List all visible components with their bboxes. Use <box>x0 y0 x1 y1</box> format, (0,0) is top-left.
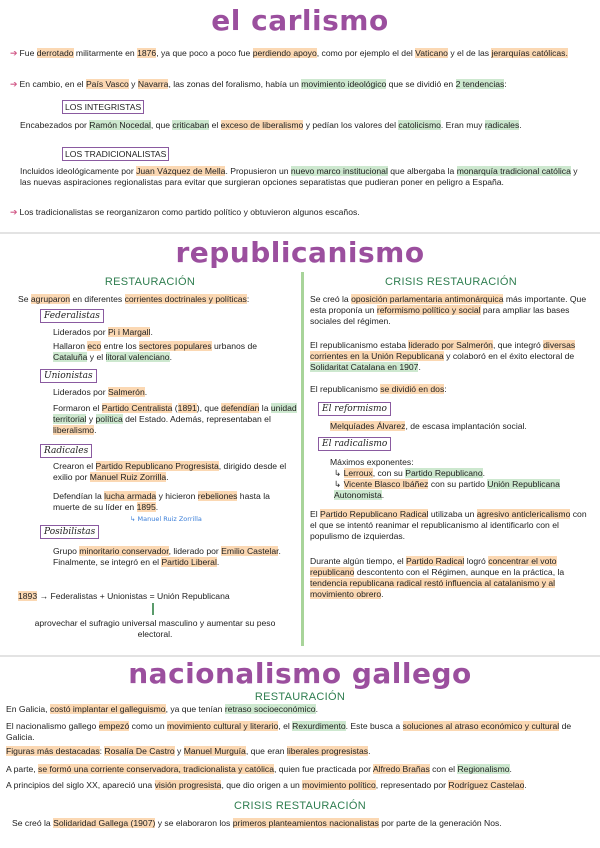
text-segment: , las zonas del foralismo, había un <box>168 79 302 89</box>
text-segment: y <box>86 414 96 424</box>
text-segment: : <box>444 384 447 394</box>
text-segment: . <box>368 746 371 756</box>
text-segment: y <box>128 79 138 89</box>
highlighted-text: Regionalismo <box>457 764 510 774</box>
highlighted-text: monarquía tradicional católica <box>456 166 571 176</box>
text-segment: . <box>524 780 527 790</box>
text-segment: del Estado. Además, representaban el <box>122 414 271 424</box>
highlighted-text: Rosalía De Castro <box>104 746 175 756</box>
pink-arrow-icon: ➔ <box>10 207 18 217</box>
text-segment: En cambio, en el <box>19 79 86 89</box>
text-segment: . <box>144 387 148 397</box>
text-segment: . <box>418 362 421 372</box>
label-radicales: Radicales <box>40 444 92 458</box>
crisis-5 <box>310 556 592 600</box>
text-segment: ↳ <box>334 479 344 489</box>
highlighted-text: nuevo marco institucional <box>290 166 388 176</box>
federalistas-1 <box>53 327 293 338</box>
text-segment: y se elaboraron los <box>155 818 233 828</box>
text-segment: El <box>310 509 321 519</box>
text-segment: ), que <box>196 403 222 413</box>
text-segment: . Este busca a <box>345 721 403 731</box>
text-segment: El republicanismo estaba <box>310 340 409 350</box>
highlighted-text: se dividió en dos <box>380 384 445 394</box>
section-separator <box>0 232 600 234</box>
integristas-text <box>20 120 580 131</box>
highlighted-text: costó implantar el galleguismo <box>49 704 166 714</box>
highlighted-text: Solidaridad Gallega (1907) <box>53 818 156 828</box>
highlighted-text: radicales <box>484 120 520 130</box>
text-segment: Formaron el <box>53 403 102 413</box>
text-segment: y hicieron <box>156 491 198 501</box>
highlighted-text: minoritario conservador <box>79 546 169 556</box>
unionistas-1 <box>53 387 293 398</box>
highlighted-text: 1895 <box>136 502 156 512</box>
highlighted-text: política <box>95 414 123 424</box>
text-segment: En Galicia, <box>6 704 50 714</box>
highlighted-text: Rodríguez Castelao <box>448 780 525 790</box>
label-reformismo: El reformismo <box>318 402 391 416</box>
text-segment: y las nuevas aspiraciones regionalistas para evitar que surgieran opciones separatistas que pudieran poner en peligro a España. <box>20 166 578 187</box>
text-segment: ↳ <box>334 468 344 478</box>
text-segment: entre los <box>101 341 140 351</box>
text-segment: utilizaba un <box>428 509 477 519</box>
pink-arrow-icon: ➔ <box>10 79 18 89</box>
highlighted-text: exceso de liberalismo <box>220 120 304 130</box>
left-intro <box>18 294 296 305</box>
text-segment: con el <box>429 764 458 774</box>
highlighted-text: primeros planteamientos nacionalistas <box>232 818 379 828</box>
highlighted-text: oposición parlamentaria antimonárquica <box>351 294 504 304</box>
highlighted-text: corrientes doctrinales y políticas <box>124 294 247 304</box>
highlighted-text: tendencia republicana radical restó influencia al catalanismo y al movimiento obrero <box>310 578 556 599</box>
text-segment: más importante. Que esta proponía un <box>310 294 587 315</box>
down-arrow-icon <box>152 603 154 615</box>
highlighted-text: Partido Republicano <box>405 468 483 478</box>
label-integristas: LOS INTEGRISTAS <box>62 100 144 114</box>
republicanismo-title: republicanismo <box>175 236 425 269</box>
text-segment: militarmente en <box>73 48 138 58</box>
highlighted-text: liberalismo <box>53 425 95 435</box>
union-republicana-result: aprovechar el sufragio universal masculino y aumentar su peso electoral. <box>34 618 276 639</box>
highlighted-text: catolicismo <box>398 120 441 130</box>
highlighted-text: retraso socioeconómico <box>224 704 316 714</box>
text-segment: , el <box>278 721 293 731</box>
highlighted-text: Cataluña <box>53 352 88 362</box>
highlighted-text: movimiento ideológico <box>301 79 387 89</box>
text-segment: : <box>99 746 105 756</box>
text-segment: en diferentes <box>70 294 125 304</box>
text-segment: para ampliar las bases sociales del régimen. <box>310 305 570 326</box>
highlighted-text: Juan Vázquez de Mella <box>136 166 226 176</box>
highlighted-text: lucha armada <box>104 491 157 501</box>
text-segment: el <box>209 120 221 130</box>
text-segment: Grupo <box>53 546 80 556</box>
highlighted-text: Ramón Nocedal <box>89 120 151 130</box>
unionistas-2 <box>53 403 297 436</box>
federalistas-2 <box>53 341 293 363</box>
label-radicalismo: El radicalismo <box>318 437 391 451</box>
text-segment: , que dio origen a un <box>221 780 303 790</box>
gallego-5 <box>6 780 594 791</box>
text-segment: . Finalmente, se integró en el <box>53 546 281 567</box>
text-segment: Liderados por <box>53 327 108 337</box>
highlighted-text: Partido Republicano Radical <box>320 509 429 519</box>
highlighted-text: Pi i Margall <box>107 327 151 337</box>
highlighted-text: se formó una corriente conservadora, tradicionalista y católica <box>38 764 274 774</box>
gallego-title: nacionalismo gallego <box>128 657 472 690</box>
carlismo-title: el carlismo <box>211 4 389 37</box>
text-segment: A principios del siglo XX, apareció una <box>6 780 155 790</box>
highlighted-text: perdiendo apoyo <box>252 48 317 58</box>
text-segment: Encabezados por <box>20 120 90 130</box>
text-segment: , quien fue practicada por <box>273 764 373 774</box>
highlighted-text: empezó <box>98 721 130 731</box>
text-segment: . <box>381 589 384 599</box>
highlighted-text: Navarra <box>137 79 169 89</box>
highlighted-text: Vicente Blasco Ibáñez <box>343 479 429 489</box>
text-segment: y el <box>87 352 106 362</box>
highlighted-text: eco <box>87 341 102 351</box>
text-segment: Se <box>18 294 31 304</box>
gallego-subtitle-crisis: CRISIS RESTAURACIÓN <box>233 800 366 812</box>
text-segment: . <box>482 468 486 478</box>
posibilistas-text <box>53 546 295 568</box>
text-segment: . <box>150 327 153 337</box>
right-column-title: CRISIS RESTAURACIÓN <box>384 276 517 288</box>
highlighted-text: Partido Centralista <box>101 403 173 413</box>
highlighted-text: Manuel Ruiz Zorrilla <box>89 472 167 482</box>
reformismo-text <box>330 421 590 432</box>
text-segment: Hallaron <box>53 341 88 351</box>
highlighted-text: visión progresista <box>154 780 222 790</box>
label-federalistas: Federalistas <box>40 309 104 323</box>
highlighted-text: Solidaritat Catalana en 1907 <box>310 362 419 372</box>
text-segment: que se dividió en <box>386 79 456 89</box>
text-segment: , dirigido desde el exilio por <box>53 461 287 482</box>
text-segment: : <box>246 294 250 304</box>
highlighted-text: agruparon <box>30 294 71 304</box>
highlighted-text: Partido Republicano Progresista <box>95 461 219 471</box>
text-segment: , que <box>150 120 173 130</box>
text-segment: , que eran <box>245 746 287 756</box>
highlighted-text: Emilio Castelar <box>221 546 279 556</box>
column-divider <box>301 272 304 646</box>
label-unionistas: Unionistas <box>40 369 97 383</box>
radicalismo-blasco <box>334 479 590 501</box>
text-segment: . <box>315 704 318 714</box>
text-segment: . <box>155 502 159 512</box>
text-segment: de Galicia. <box>6 721 572 742</box>
highlighted-text: Alfredo Brañas <box>372 764 430 774</box>
highlighted-text: liberales progresistas <box>286 746 369 756</box>
highlighted-text: agresivo anticlericalismo <box>476 509 571 519</box>
radicales-1 <box>53 461 295 483</box>
highlighted-text: Manuel Murguía <box>183 746 246 756</box>
carlismo-intro-1 <box>10 48 590 59</box>
highlighted-text: Rexurdimento <box>292 721 346 731</box>
highlighted-text: reformismo político y social <box>376 305 481 315</box>
highlighted-text: Melquíades Álvarez <box>330 421 406 431</box>
highlighted-text: Lerroux <box>343 468 373 478</box>
highlighted-text: 1876 <box>137 48 157 58</box>
highlighted-text: litoral valenciano <box>105 352 170 362</box>
text-segment: , de escasa implantación social. <box>405 421 527 431</box>
text-segment: que albergaba la <box>387 166 457 176</box>
highlighted-text: País Vasco <box>85 79 129 89</box>
highlighted-text: Partido Liberal <box>161 557 217 567</box>
highlighted-text: diversas corrientes en la Unión Republicana <box>310 340 576 361</box>
text-segment: . <box>166 472 169 482</box>
text-segment: descontento con el Régimen, aunque en la práctica, la <box>354 567 565 577</box>
text-segment: Se creó la <box>12 818 54 828</box>
gallego-4 <box>6 764 594 775</box>
highlighted-text: movimiento político <box>302 780 376 790</box>
radicalismo-exponentes: Máximos exponentes: <box>330 457 414 467</box>
union-republicana-line: 1893 → Federalistas + Unionistas = Unión Republicana <box>18 591 230 601</box>
text-segment: y colaboró en el éxito electoral de <box>443 351 575 361</box>
text-segment: ( <box>172 403 178 413</box>
highlighted-text: Figuras más destacadas <box>6 746 100 756</box>
highlighted-text: soluciones al atraso económico y cultural <box>402 721 560 731</box>
text-segment: El republicanismo <box>310 384 381 394</box>
text-segment: Defendían la <box>53 491 105 501</box>
text-segment: , ya que poco a poco fue <box>156 48 253 58</box>
carlismo-intro-2 <box>10 79 590 90</box>
text-segment: Liderados por <box>53 387 108 397</box>
text-segment: con el que se intentó reanimar el republicanismo al identificarlo con el populismo de izquierdas. <box>310 509 587 541</box>
radicales-2 <box>53 491 295 513</box>
highlighted-text: sectores populares <box>139 341 212 351</box>
crisis-4 <box>310 509 592 542</box>
text-segment: . <box>519 120 522 130</box>
text-segment: . <box>381 490 385 500</box>
highlighted-text: criticaban <box>172 120 210 130</box>
text-segment: hasta la muerte de su líder en <box>53 491 270 512</box>
text-segment: Incluidos ideológicamente por <box>20 166 137 176</box>
text-segment: urbanos de <box>211 341 258 351</box>
highlighted-text: concentrar el voto republicano <box>310 556 557 577</box>
highlighted-text: Salmerón <box>107 387 145 397</box>
highlighted-text: movimiento cultural y literario <box>167 721 279 731</box>
gallego-2 <box>6 721 594 743</box>
radicalismo-lerroux <box>334 468 590 479</box>
text-segment: , que integró <box>492 340 544 350</box>
highlighted-text: liderado por Salmerón <box>408 340 493 350</box>
text-segment: con su partido <box>428 479 488 489</box>
gallego-3 <box>6 746 594 757</box>
label-tradicionalistas: LOS TRADICIONALISTAS <box>62 147 169 161</box>
crisis-3 <box>310 384 590 395</box>
tradicionalistas-text <box>20 166 586 188</box>
text-segment: El nacionalismo gallego <box>6 721 99 731</box>
gallego-subtitle-restauracion: RESTAURACIÓN <box>254 691 346 703</box>
pink-arrow-icon: ➔ <box>10 48 18 58</box>
text-segment: y <box>174 746 184 756</box>
highlighted-text: rebeliones <box>197 491 238 501</box>
text-segment: como un <box>129 721 168 731</box>
highlighted-text: 1891 <box>177 403 197 413</box>
text-segment: , liderado por <box>168 546 222 556</box>
label-posibilistas: Posibilistas <box>40 525 99 539</box>
text-segment: Crearon el <box>53 461 96 471</box>
text-segment: , ya que tenían <box>165 704 225 714</box>
text-segment: y el de las <box>447 48 492 58</box>
text-segment: : <box>504 79 507 89</box>
highlighted-text: Vaticano <box>415 48 448 58</box>
gallego-1 <box>6 704 594 715</box>
crisis-2 <box>310 340 590 373</box>
text-segment: . Propusieron un <box>225 166 291 176</box>
text-segment: . <box>94 425 97 435</box>
highlighted-text: derrotado <box>36 48 74 58</box>
text-segment: y pedían los valores del <box>303 120 399 130</box>
text-segment: . <box>509 764 512 774</box>
text-segment: Durante algún tiempo, el <box>310 556 407 566</box>
text-segment: Fue <box>19 48 37 58</box>
text-segment: por parte de la generación Nos. <box>378 818 502 828</box>
highlighted-text: jerarquías católicas. <box>491 48 568 58</box>
text-segment: , con su <box>372 468 406 478</box>
highlighted-text: 2 tendencias <box>455 79 505 89</box>
text-segment: logró <box>464 556 489 566</box>
highlighted-text: defendían <box>221 403 260 413</box>
highlighted-text: Unión Republicana Autonomista <box>334 479 560 500</box>
highlighted-text: Partido Radical <box>406 556 465 566</box>
text-segment: A parte, <box>6 764 39 774</box>
gallego-6 <box>12 818 594 829</box>
handwritten-note: ↳ Manuel Ruiz Zorrilla <box>130 515 202 523</box>
text-segment: Se creó la <box>310 294 352 304</box>
text-segment: . <box>169 352 172 362</box>
left-column-title: RESTAURACIÓN <box>104 276 196 288</box>
crisis-1 <box>310 294 590 327</box>
highlighted-text: unidad territorial <box>53 403 297 424</box>
text-segment: . <box>216 557 220 567</box>
text-segment: , representado por <box>375 780 449 790</box>
text-segment: . Eran muy <box>440 120 485 130</box>
text-segment: , como por ejemplo el del <box>316 48 416 58</box>
text-segment: la <box>259 403 271 413</box>
carlismo-final: ➔ Los tradicionalistas se reorganizaron como partido político y obtuvieron algunos escaños. <box>10 207 360 217</box>
